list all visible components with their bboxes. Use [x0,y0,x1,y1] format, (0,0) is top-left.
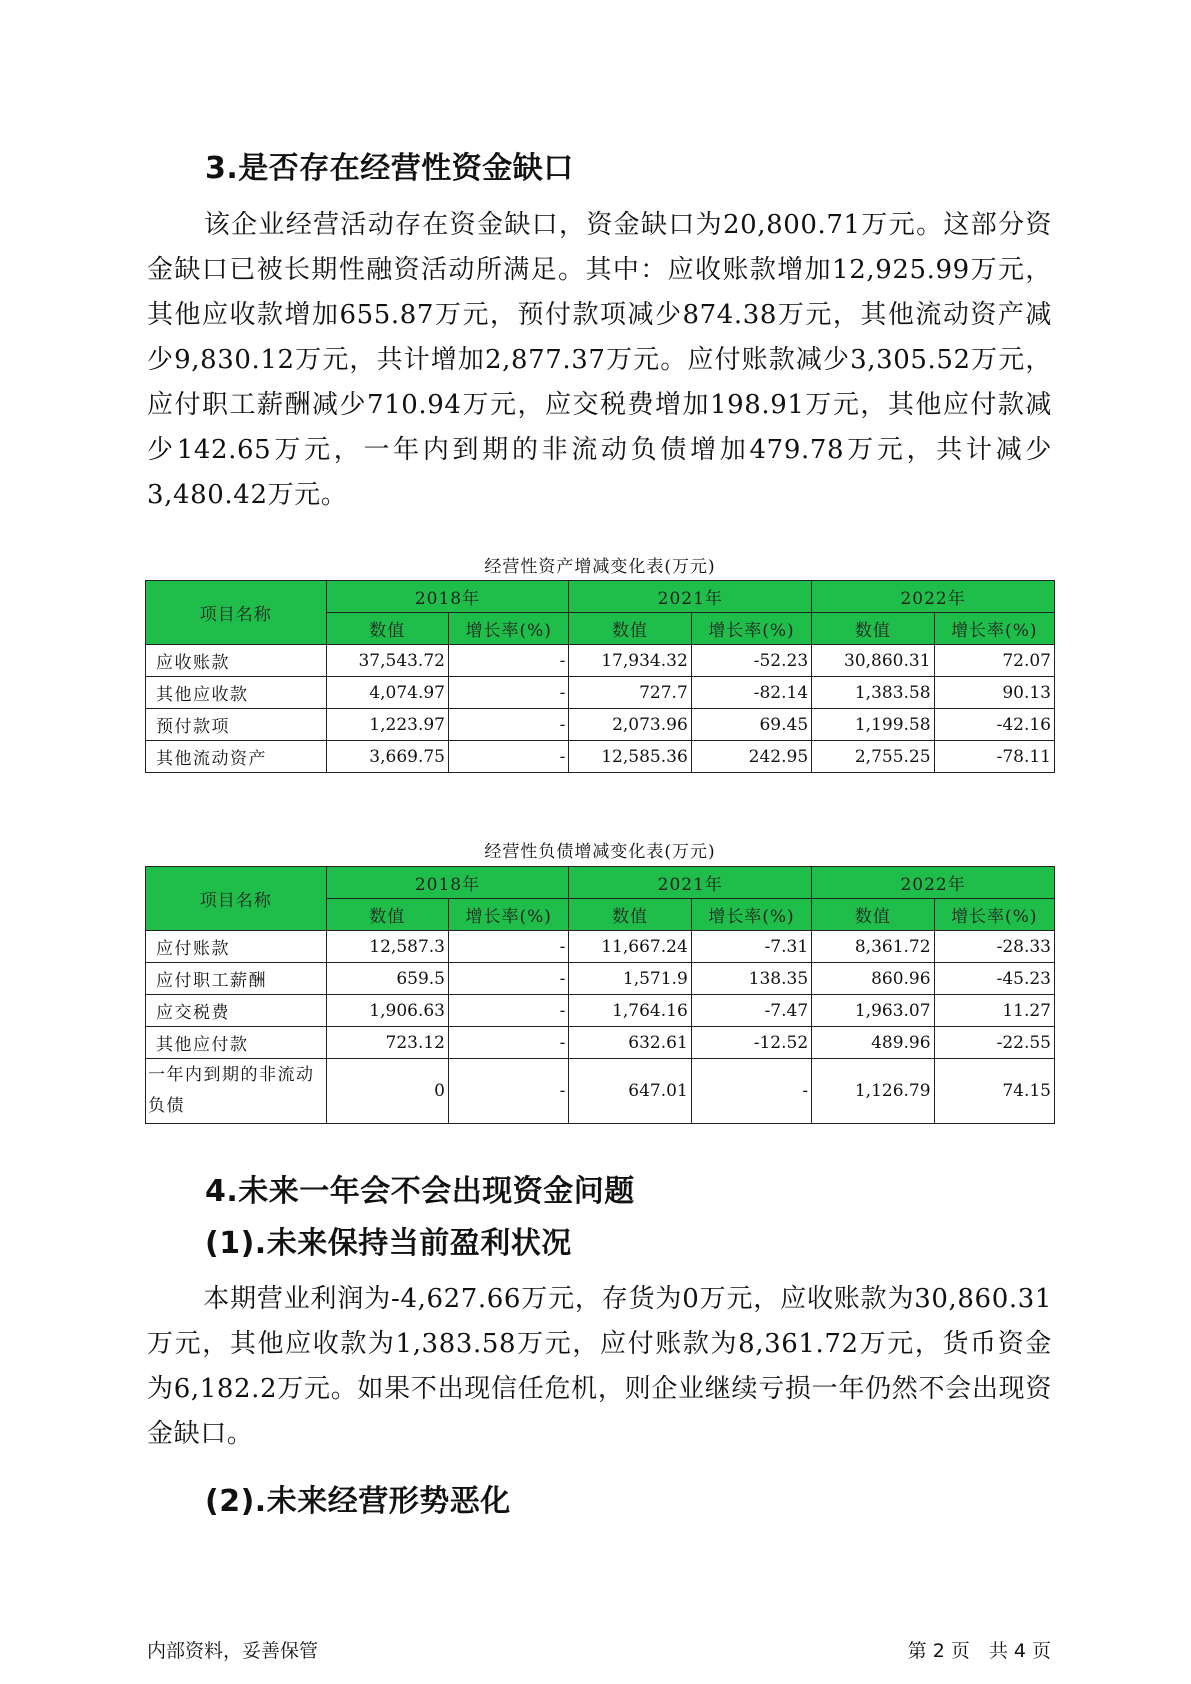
cell: - [448,677,568,709]
cell: - [448,741,568,773]
cell: - [448,1059,568,1124]
table-row [146,645,1055,677]
cell: 2,073.96 [569,709,691,741]
cell: 3,669.75 [326,741,448,773]
rate-header: 增长率(%) [691,613,811,645]
value-header: 数值 [569,899,691,931]
footer-page-number: 第 2 页 共 4 页 [907,1640,1051,1662]
value-header: 数值 [812,613,934,645]
cell: 727.7 [569,677,691,709]
section-4-heading: 4.未来一年会不会出现资金问题 [205,1174,635,1209]
value-header: 数值 [569,613,691,645]
cell: 90.13 [934,677,1054,709]
table-row [146,1059,1055,1124]
section-3-paragraph-text: 该企业经营活动存在资金缺口，资金缺口为20,800.71万元。这部分资金缺口已被长期性融资活动所满足。其中：应收账款增加12,925.99万元，其他应收款增加655.87万元，预付款项减少874.38万元，其他流动资产减少9,830.12万元，共计增加2,877.37万元。应付账款减少3,305.52万元，应付职工薪酬减少710.94万元，应交税费增加198.91万元，其他应付款减少142.65万元，一年内到期的非流动负债增加479.78万元，共计减少3,480.42万元。 [147,210,1052,510]
cell: 12,585.36 [569,741,691,773]
cell: 242.95 [691,741,811,773]
cell: 138.35 [691,963,811,995]
cell: 2,755.25 [812,741,934,773]
cell: - [448,931,568,963]
cell: -12.52 [691,1027,811,1059]
row-name: 其他应收款 [146,677,327,709]
year-header: 2022年 [812,581,1055,613]
cell: 1,199.58 [812,709,934,741]
table-row [146,963,1055,995]
cell: -42.16 [934,709,1054,741]
rate-header: 增长率(%) [934,899,1054,931]
cell: 1,764.16 [569,995,691,1027]
cell: 17,934.32 [569,645,691,677]
table-row [146,677,1055,709]
cell: 659.5 [326,963,448,995]
section-3-heading: 3.是否存在经营性资金缺口 [205,151,574,186]
value-header: 数值 [326,613,448,645]
cell: 632.61 [569,1027,691,1059]
section-3-paragraph [147,203,1052,518]
year-header: 2018年 [326,581,569,613]
cell: -52.23 [691,645,811,677]
cell: 8,361.72 [812,931,934,963]
subsection-1-paragraph-text: 本期营业利润为-4,627.66万元，存货为0万元，应收账款为30,860.31万元，其他应收款为1,383.58万元，应付账款为8,361.72万元，货币资金为6,182.2万元。如果不出现信任危机，则企业继续亏损一年仍然不会出现资金缺口。 [147,1284,1052,1449]
cell: 11,667.24 [569,931,691,963]
item-name-header: 项目名称 [146,581,327,645]
rate-header: 增长率(%) [934,613,1054,645]
row-name: 应付职工薪酬 [146,963,327,995]
cell: 72.07 [934,645,1054,677]
cell: - [448,709,568,741]
row-name: 其他流动资产 [146,741,327,773]
year-header: 2021年 [569,867,812,899]
cell: - [448,963,568,995]
subsection-1-paragraph [147,1277,1052,1457]
cell: 860.96 [812,963,934,995]
row-name: 其他应付款 [146,1027,327,1059]
year-header: 2022年 [812,867,1055,899]
cell: -7.31 [691,931,811,963]
rate-header: 增长率(%) [448,899,568,931]
row-name: 应收账款 [146,645,327,677]
assets-change-table [145,580,1055,773]
cell: -82.14 [691,677,811,709]
table1-caption: 经营性资产增减变化表(万元) [484,557,716,577]
cell: 1,383.58 [812,677,934,709]
table-row [146,1027,1055,1059]
cell: 723.12 [326,1027,448,1059]
cell: -28.33 [934,931,1054,963]
cell: 4,074.97 [326,677,448,709]
liabilities-change-table [145,866,1055,1124]
cell: 0 [326,1059,448,1124]
table2-caption: 经营性负债增减变化表(万元) [484,842,716,862]
item-name-header: 项目名称 [146,867,327,931]
cell: -22.55 [934,1027,1054,1059]
cell: 69.45 [691,709,811,741]
cell: 74.15 [934,1059,1054,1124]
subsection-1-heading: (1).未来保持当前盈利状况 [205,1226,572,1261]
cell: 489.96 [812,1027,934,1059]
value-header: 数值 [326,899,448,931]
cell: 1,906.63 [326,995,448,1027]
table-row [146,931,1055,963]
cell: 647.01 [569,1059,691,1124]
cell: 1,963.07 [812,995,934,1027]
cell: -7.47 [691,995,811,1027]
cell: -78.11 [934,741,1054,773]
table-row [146,995,1055,1027]
year-header: 2018年 [326,867,569,899]
cell: 12,587.3 [326,931,448,963]
subsection-2-heading: (2).未来经营形势恶化 [205,1484,511,1519]
table-row [146,741,1055,773]
cell: 1,571.9 [569,963,691,995]
cell: - [448,645,568,677]
year-header: 2021年 [569,581,812,613]
cell: 1,126.79 [812,1059,934,1124]
cell: - [691,1059,811,1124]
value-header: 数值 [812,899,934,931]
cell: - [448,995,568,1027]
row-name: 预付款项 [146,709,327,741]
cell: - [448,1027,568,1059]
rate-header: 增长率(%) [448,613,568,645]
cell: 1,223.97 [326,709,448,741]
footer-confidential-note: 内部资料，妥善保管 [147,1640,319,1662]
row-name: 应付账款 [146,931,327,963]
cell: 37,543.72 [326,645,448,677]
cell: 11.27 [934,995,1054,1027]
table-row [146,709,1055,741]
cell: -45.23 [934,963,1054,995]
row-name: 应交税费 [146,995,327,1027]
row-name: 一年内到期的非流动负债 [146,1059,327,1124]
cell: 30,860.31 [812,645,934,677]
rate-header: 增长率(%) [691,899,811,931]
